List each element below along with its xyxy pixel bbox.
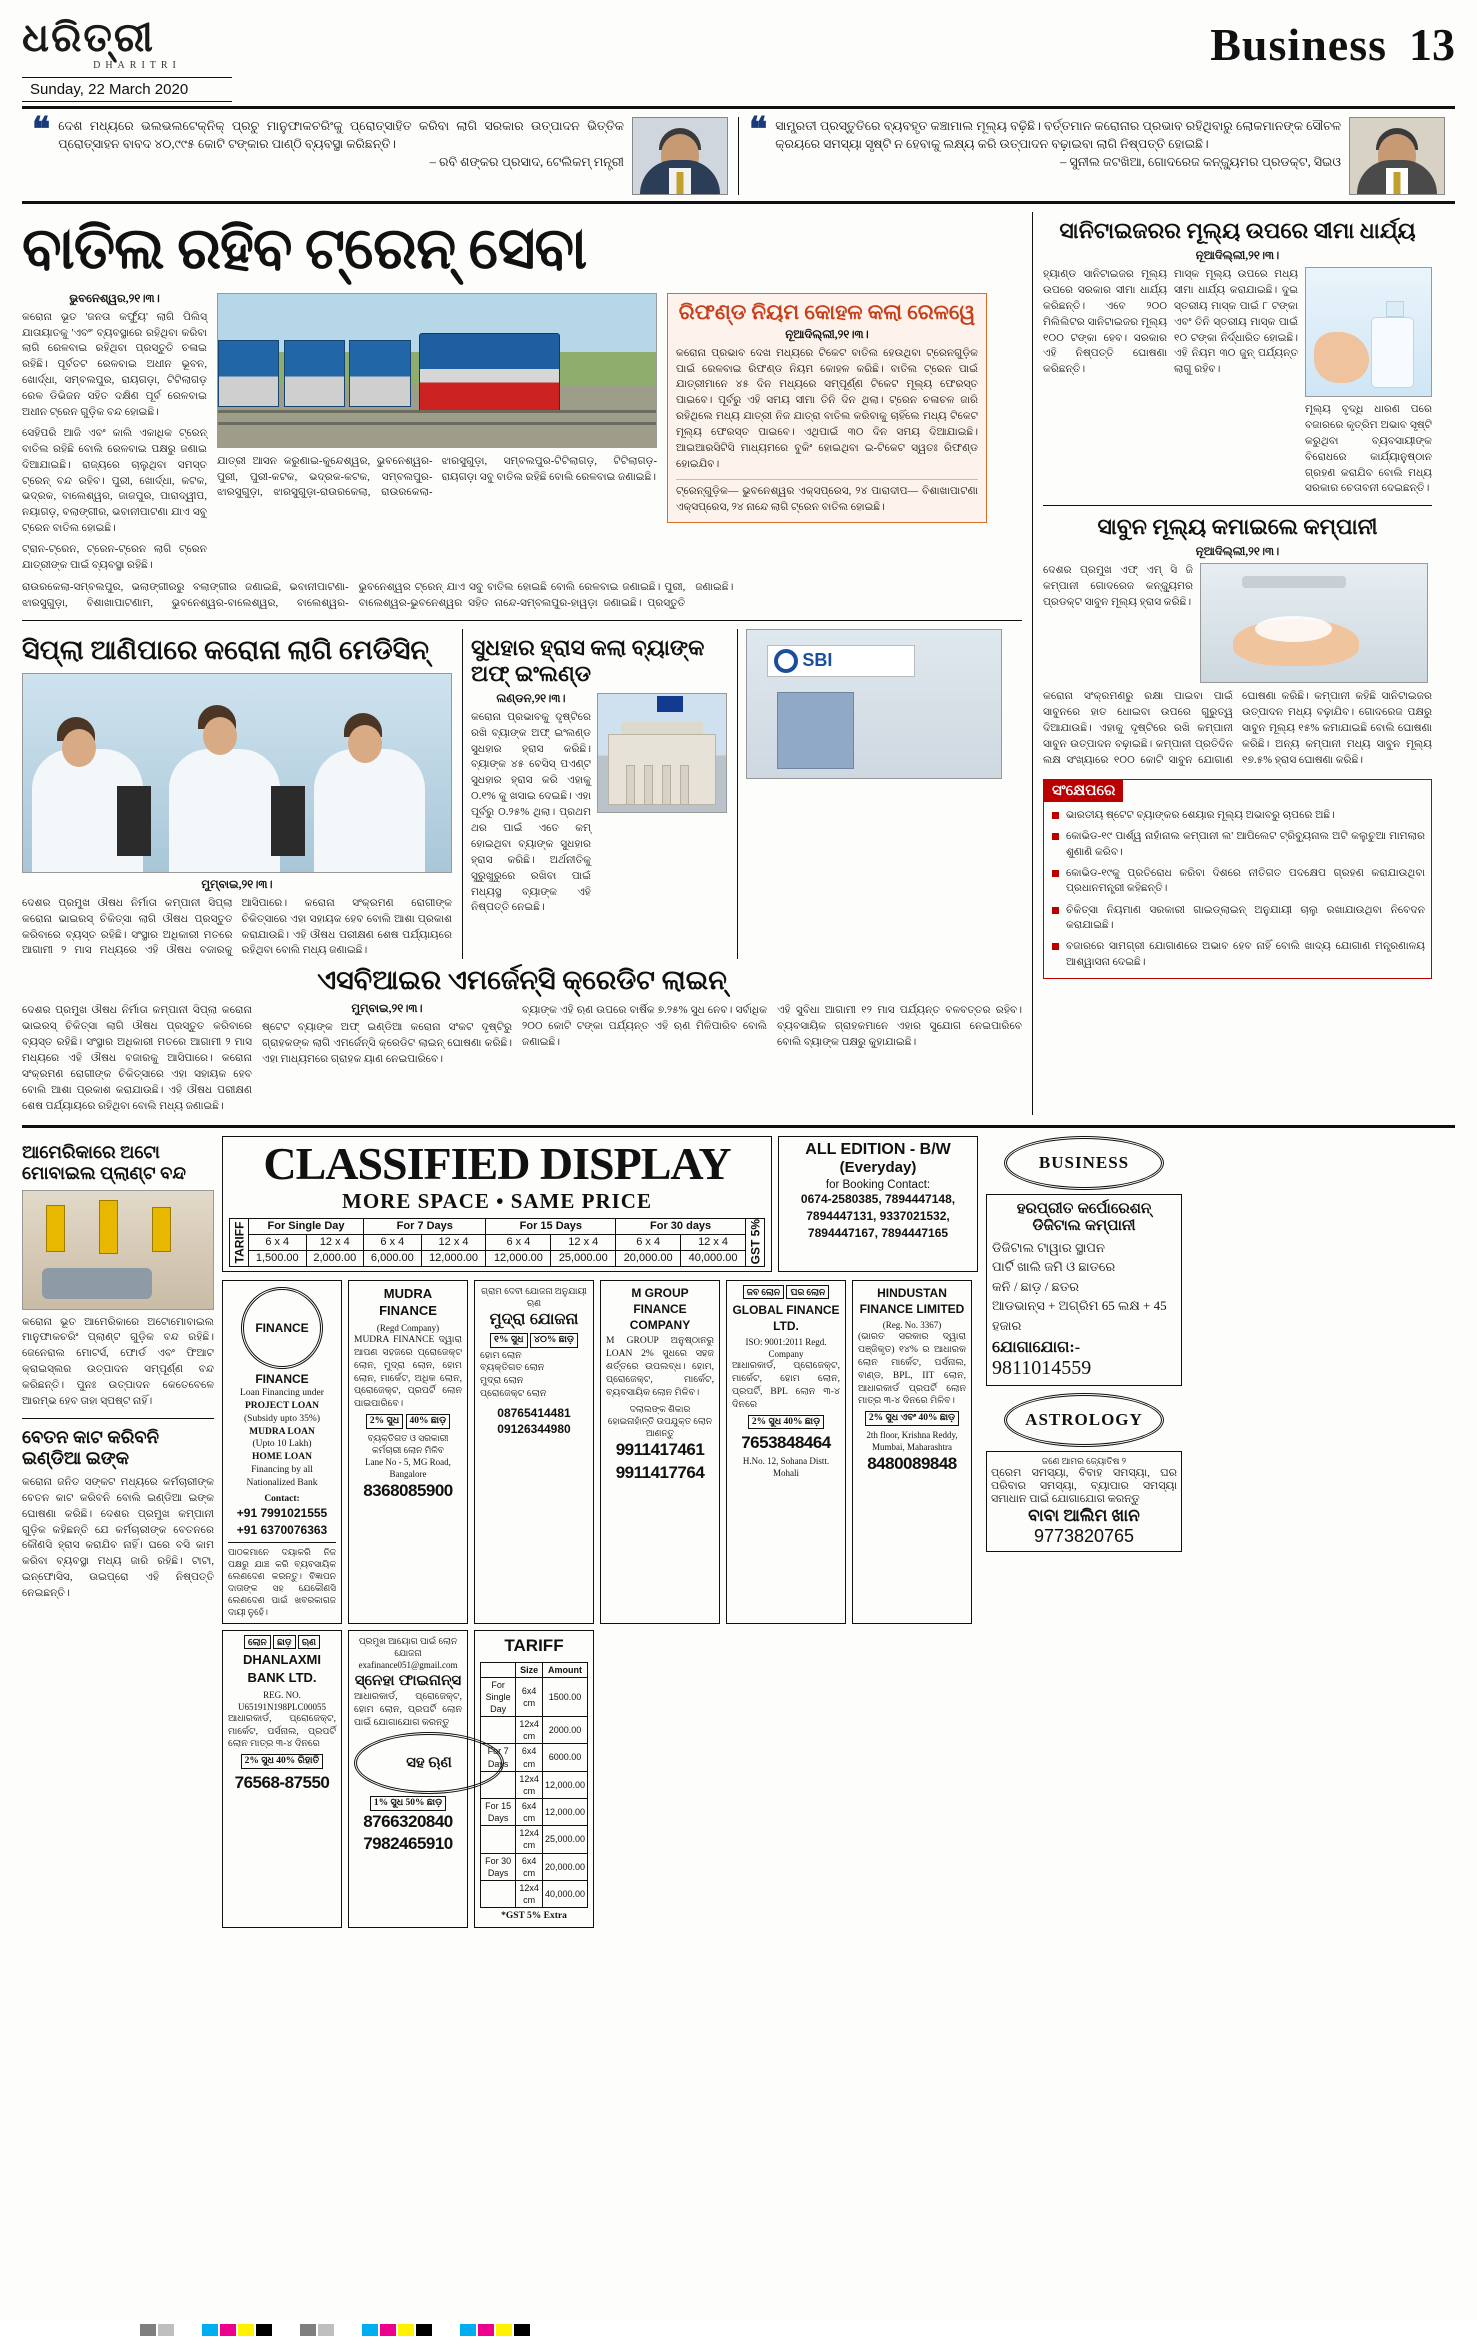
ad-title: TARIFF xyxy=(504,1635,564,1655)
cell: For 30 Days xyxy=(481,1853,516,1880)
tariff-rate: 25,000.00 xyxy=(551,1250,616,1266)
list-item: ଚିକିତ୍ସା ନିୟମାଣ ସରକାରୀ ଗାଇଡ୍ଲାଇନ୍ ଅନୁଯାୟୀ ଚାଲୁ ରଖାଯାଉଥିବା ନିବେଦନ କରାଯାଇଛି। xyxy=(1052,903,1425,934)
ad-badge: 2% ସୁଧ ଏବଂ 40% ଛାଡ଼ xyxy=(865,1411,959,1426)
phone-number[interactable]: 8368085900 xyxy=(363,1481,453,1501)
sanitizer-heading: ସାନିଟାଇଜରର ମୂଲ୍ୟ ଉପରେ ସୀମା ଧାର୍ଯ୍ୟ xyxy=(1059,218,1416,243)
tariff-size: 6 x 4 xyxy=(249,1234,307,1250)
avatar xyxy=(632,117,728,195)
cell: 40,000.00 xyxy=(542,1880,587,1907)
table-row xyxy=(481,1744,588,1771)
uk-flag-icon xyxy=(657,696,683,712)
tariff-col-header: For Single Day xyxy=(249,1218,364,1234)
auto-heading: ଆମେରିକାରେ ଅଟୋ ମୋବାଇଲ ପ୍ଲାଣ୍ଟ ବନ୍ଦ xyxy=(22,1141,186,1183)
cell: 2000.00 xyxy=(542,1717,587,1744)
ad-line: ଡିଜିଟାଲ ଟାୱାର ସ୍ଥାପନ xyxy=(992,1239,1105,1255)
summary-title: ସଂକ୍ଷେପରେ xyxy=(1044,780,1123,802)
ad-disclaimer: ପାଠକମାନେ ଦୟାକରି ନିଜ ପକ୍ଷରୁ ଯାଞ୍ଚ କରି ବ୍ୟବସାୟିକ ଲେଣଦେଣ କରନ୍ତୁ। ବିଜ୍ଞାପନ ଦାତାଙ୍କ ସହ ଯେକୌଣସି ଲେଣଦେଣ ପାଇଁ ଖବରକାଗଜ ଦାୟୀ ନୁହେଁ। xyxy=(228,1542,336,1619)
table-row xyxy=(481,1771,588,1798)
classified-title: CLASSIFIED DISPLAY xyxy=(263,1137,731,1189)
medicine-extra: ଦେଶର ପ୍ରମୁଖ ଔଷଧ ନିର୍ମାତା କମ୍ପାନୀ ସିପ୍ଲା କରୋନା ଭାଇରସ୍ ଚିକିତ୍ସା ଲାଗି ଔଷଧ ପ୍ରସ୍ତୁତ କରିବାରେ ବ୍ୟସ୍ତ ରହିଛି। ସଂସ୍ଥାର ଅଧିକାରୀ ମତରେ ଆଗାମୀ ୨ ମାସ ମଧ୍ୟରେ ଏହି ଔଷଧ ବଜାରକୁ ଆସିପାରେ। କରୋନା ସଂକ୍ରମଣ ରୋଗୀଙ୍କ ଚିକିତ୍ସାରେ ଏହା ସହାୟକ ହେବ ବୋଲି ଆଶା ପ୍ରକାଶ କରାଯାଉଛି। ଏହି ଔଷଧ ପରୀକ୍ଷଣ ଶେଷ ପର୍ଯ୍ୟାୟରେ ରହିଥିବା ବୋଲି ମଧ୍ୟ ଜଣାଇଛି। xyxy=(22,1005,252,1112)
tariff-table-ad xyxy=(474,1630,594,1928)
cell: For 15 Days xyxy=(481,1798,516,1825)
ad-title: DHANLAXMI BANK LTD. xyxy=(243,1652,321,1685)
medicine-heading: ସିପ୍ଲା ଆଣିପାରେ କରୋନା ଲାଗି ମେଡିସିନ୍ xyxy=(22,634,429,665)
logo-latin-text: DHARITRI xyxy=(93,60,181,71)
harpreet-corporation-ad[interactable] xyxy=(986,1194,1182,1387)
medicine-dateline: ମୁମ୍ବାଇ,୨୧।୩। xyxy=(201,878,273,891)
gst-label: GST 5% xyxy=(746,1218,765,1266)
lead-extra-column: ଯାତ୍ରୀ ଆସନ କରୁଣାଇ-କୁନ୍ଦେଶ୍ୱର, ଭୁବନେଶ୍ୱର-ପୁରୀ, ପୁରୀ-କଟକ, ଭଦ୍ରକ-କଟକ, ସମ୍ବଲପୁର-ଝାରସୁଗୁଡ଼ା, ଝାରସୁଗୁଡ଼ା-ରାଉରକେଲା, ରାଉରକେଲା-ଝାରସୁଗୁଡ଼ା, ସମ୍ବଲପୁର-ଟିଟିଲାଗଡ଼, ଟିଟିଲାଗଡ଼-ରାୟଗଡ଼ା ସବୁ ବାତିଲ ରହିଛି ବୋଲି ରେଳବାଇ ଜଣାଇଛି। xyxy=(217,455,657,499)
table-row xyxy=(481,1853,588,1880)
ad-note: ଦଲାଲଙ୍କ ଶିକାର ହୋଇନାହାଁନ୍ତି ଉପଯୁକ୍ତ ଲୋନ ଆଣନ୍ତୁ xyxy=(607,1403,713,1438)
table-row xyxy=(481,1677,588,1716)
lead-extra-column: ପୁରୀ, ବାଲେଶ୍ୱର-ଭୁବନେଶ୍ୱର ସହିତ ନାନ୍ଦେ-ସମ୍ବଲପୁର-ହାୱଡ଼ା ଜଣାଇଛି। ପ୍ରସ୍ତୁତି ଜଣାଇଛି। xyxy=(358,581,734,609)
mudra-yojana-ad[interactable] xyxy=(474,1280,594,1624)
ad-title: M GROUP FINANCE COMPANY xyxy=(629,1285,691,1333)
cell: 12x4 cm xyxy=(516,1771,543,1798)
refund-box-title: ରିଫଣ୍ଡ ନିୟମ କୋହଳ କଲା ରେଳୱେ xyxy=(678,299,976,324)
section-header xyxy=(1210,18,1455,71)
cell: 6x4 cm xyxy=(516,1853,543,1880)
global-finance-ad[interactable] xyxy=(726,1280,846,1624)
soap-dateline: ନୂଆଦିଲ୍ଲୀ,୨୧।୩। xyxy=(1195,546,1280,559)
ad-line: ପାର୍ଟି ଖାଲି ଜମି ଓ ଛାତରେ xyxy=(992,1259,1116,1275)
classified-subtitle: MORE SPACE • SAME PRICE xyxy=(342,1188,652,1213)
mudra-finance-ad[interactable] xyxy=(348,1280,468,1624)
hindustan-finance-ad[interactable] xyxy=(852,1280,972,1624)
list-item: ଭାରତୀୟ ଷ୍ଟେଟ ବ୍ୟାଙ୍କର ଶେୟାର ମୂଲ୍ୟ ଅଭାବରୁ ଚାପରେ ଅଛି। xyxy=(1052,808,1425,823)
salary-text: କରୋନା ଜନିତ ସଙ୍କଟ ମଧ୍ୟରେ କର୍ମଚାରୀଙ୍କ ବେତନ କାଟ କରିବନି ବୋଲି ଇଣ୍ଡିଆ ଇଙ୍କ ଘୋଷଣା କରିଛି। ଦେଶର ପ୍ରମୁଖ କମ୍ପାନୀ ଗୁଡ଼ିକ କହିଛନ୍ତି ଯେ କର୍ମଚାରୀଙ୍କ ବେତନରେ କୌଣସି ହ୍ରାସ କରାଯିବ ନାହିଁ। ଘରେ ବସି କାମ କରିବା ବ୍ୟବସ୍ଥା ମଧ୍ୟ ଜାରି ରହିଛି। ଟାଟା, ଇନ୍ଫୋସିସ, ଉଇପ୍ରୋ ଏହି ନିଷ୍ପତ୍ତି ନେଇଛନ୍ତି। xyxy=(22,1476,214,1600)
quote-text: ଦେଶ ମଧ୍ୟରେ ଭଲଭଲଟେକ୍ନିକ୍ ପ୍ରଚୁ ମାନୁଫାକଚରିଂକୁ ପ୍ରୋତ୍ସାହିତ କରିବା ଲାଗି ସରକାର ଉତ୍ପାଦନ ଭିତ୍ତିକ ପ୍ରୋତ୍ସାହନ ବାବଦ ୪୦,୯୯୫ କୋଟି ଟଙ୍କାର ପାଣ୍ଠି ବ୍ୟବସ୍ଥା କରିଛନ୍ତି। xyxy=(58,119,624,152)
ad-badge: 40% ଛାଡ଼ xyxy=(406,1414,451,1429)
ad-body: MUDRA FINANCE ଦ୍ୱାରା ଆପଣ ସହଜରେ ପ୍ରୋଜେକ୍ଟ ଲୋନ, ମୁଦ୍ରା ଲୋନ, ହୋମ ଲୋନ, ମାର୍କେଟ, ଅଧିକ ଲୋନ, ପ୍ରୋଜେକ୍ଟ, ପ୍ରପର୍ଟି ଲୋନ ପାଇପାରିବେ। xyxy=(354,1335,462,1410)
cell: 6x4 cm xyxy=(516,1798,543,1825)
astrologer-ad[interactable] xyxy=(986,1451,1182,1552)
sanitizer-paragraph: ହ୍ୟାଣ୍ଡ ସାନିଟାଇଜର ମୂଲ୍ୟ ଉପରେ ସରକାର ସୀମା ଧାର୍ଯ୍ୟ କରିଛନ୍ତି। ଏବେ ୨୦୦ ମିଲିଲିଟର ସାନିଟାଇଜର ମୂଲ୍ୟ ୧୦୦ ଟଙ୍କା ହେବ। ସରକାର ଏହି ନିଷ୍ପତ୍ତି ଘୋଷଣା କରିଛନ୍ତି। xyxy=(1043,269,1168,376)
ad-badge: ଜବ ଲୋନ xyxy=(743,1285,784,1299)
boe-heading: ସୁଧହାର ହ୍ରାସ କଲା ବ୍ୟାଙ୍କ ଅଫ୍ ଇଂଲଣ୍ଡ xyxy=(471,634,705,686)
ad-badge: ଲୋନ xyxy=(244,1635,271,1649)
sneha-finance-ad[interactable] xyxy=(348,1630,468,1928)
cell: 12,000.00 xyxy=(542,1798,587,1825)
ad-address: 2th floor, Krishna Reddy, Mumbai, Maharashtra xyxy=(866,1430,958,1453)
sbi-paragraph: ଏହି ସୁବିଧା ଆଗାମୀ ୧୨ ମାସ ପର୍ଯ୍ୟନ୍ତ ବଳବତ୍ତର ରହିବ। ବ୍ୟବସାୟିକ ଗ୍ରାହକମାନେ ଏହାର ସୁଯୋଗ ନେଇପାରିବେ ବୋଲି ବ୍ୟାଙ୍କ ପକ୍ଷରୁ କୁହାଯାଇଛି। xyxy=(777,1005,1022,1049)
cell: For Single Day xyxy=(481,1677,516,1716)
lead-headline: ବାତିଲ ରହିବ ଟ୍ରେନ୍ ସେବା xyxy=(22,216,587,281)
ad-body: ଆଧାରକାର୍ଡ, ପ୍ରୋଜେକ୍ଟ, ମାର୍କେଟ, ହୋମ ଲୋନ, ପ୍ରପର୍ଟି, BPL ଲୋନ ୩-୪ ଦିନରେ xyxy=(732,1361,840,1410)
business-badge-text: BUSINESS xyxy=(1038,1152,1130,1172)
ad-line: ଆଡଭାନ୍ସ + ଅଗ୍ରିମ 65 ଲକ୍ଷ + 45 ହଜାର xyxy=(992,1298,1167,1333)
all-edition-line1: ALL EDITION - B/W xyxy=(805,1140,951,1158)
cell xyxy=(481,1717,516,1744)
phone-number[interactable]: 7982465910 xyxy=(363,1834,453,1854)
ad-subtitle: (Reg. No. 3367) xyxy=(882,1320,942,1331)
refund-box xyxy=(667,293,987,523)
ad-line: Nationalized Bank xyxy=(246,1477,318,1488)
cell: For 7 Days xyxy=(481,1744,516,1771)
quote-strip xyxy=(22,109,1455,204)
m-group-finance-ad[interactable] xyxy=(600,1280,720,1624)
boe-text: କରୋନା ପ୍ରଭାବକୁ ଦୃଷ୍ଟିରେ ରଖି ବ୍ୟାଙ୍କ ଅଫ୍ ଇଂଲଣ୍ଡ ସୁଧହାର ହ୍ରାସ କରିଛି। ବ୍ୟାଙ୍କ ୪୫ ବେସିସ୍ ପଏଣ୍ଟ ସୁଧହାର ହ୍ରାସ କରି ଏହାକୁ ୦.୧% କୁ ଖସାଇ ଦେଇଛି। ଏହା ପୂର୍ବରୁ ୦.୨୫% ଥିଲା। ପ୍ରଥମ ଥର ପାଇଁ ଏତେ କମ୍ ହୋଇଥିବା ବ୍ୟାଙ୍କ ସୁଧହାର ହ୍ରାସ କରିଛି। ଅର୍ଥନୀତିକୁ ସୁରୁଖୁରୁରେ ରଖିବା ପାଇଁ ମଧ୍ୟସ୍ଥ ବ୍ୟାଙ୍କ ଏହି ନିଷ୍ପତ୍ତି ନେଇଛି। xyxy=(471,711,591,914)
tariff-col-header: For 30 days xyxy=(616,1218,746,1234)
finance-seal-icon xyxy=(241,1287,323,1369)
cell: 12x4 cm xyxy=(516,1826,543,1853)
ad-subtitle: REG. NO. U65191N198PLC00055 xyxy=(237,1689,326,1712)
quote-block xyxy=(739,112,1455,195)
refund-box-text: କରୋନା ପ୍ରଭାବ ଦେଖ ମଧ୍ୟରେ ଟିକେଟ ବାତିଲ ହେଉଥିବା ଟ୍ରେନଗୁଡ଼ିକ ପାଇଁ ରେଳବାଇ ରିଫଣ୍ଡ ନିୟମ କୋହଳ କରିଛି। ବାତିଲ ଟ୍ରେନ ପାଇଁ ଯାତ୍ରୀମାନେ ୪୫ ଦିନ ମଧ୍ୟରେ ସମ୍ପୂର୍ଣ୍ଣ ଟିକେଟ ମୂଲ୍ୟ ଫେରସ୍ତ ପାଇବେ। ପୂର୍ବରୁ ଏହି ସମୟ ସୀମା ତିନି ଦିନ ଥିଲା। ଟ୍ରେନ ଚଳାଚଳ ଜାରି ରହିଥିଲେ ମଧ୍ୟ ଯାତ୍ରୀ ନିଜ ଯାତ୍ରା ବାତିଲ କରିବାକୁ ଚାହିଁଲେ ମଧ୍ୟ ଟିକେଟ ମୂଲ୍ୟ ଫେରସ୍ତ ପାଇବେ। ଏଥିପାଇଁ ୩୦ ଦିନ ସମୟ ଦିଆଯାଇଛି। ଆଇଆରସିଟିସି ମାଧ୍ୟମରେ ବୁକିଂ ହୋଇଥିବା ଇ-ଟିକେଟ ସ୍ୱତଃ ରିଫଣ୍ଡ ହୋଇଯିବ। xyxy=(676,347,978,470)
ad-badge: ଋଣ xyxy=(298,1635,320,1649)
tariff-rate: 2,000.00 xyxy=(306,1250,364,1266)
ad-badge: ୧% ସୁଧ xyxy=(490,1333,527,1348)
contact-label: ଯୋଗାଯୋଗ:- xyxy=(992,1339,1081,1357)
cell xyxy=(481,1771,516,1798)
astrology-badge-text: ASTROLOGY xyxy=(1025,1410,1143,1430)
ad-logo-text: ସହ ଋଣ xyxy=(406,1754,452,1771)
ad-address: H.No. 12, Sohana Distt. Mohali xyxy=(742,1456,830,1479)
tariff-col-header: For 15 Days xyxy=(486,1218,616,1234)
bank-of-england-photo xyxy=(597,693,727,813)
ad-title: MUDRA FINANCE xyxy=(379,1285,437,1319)
quote-text: ସାମ୍ପ୍ରତୀ ପ୍ରସ୍ତୁତିରେ ବ୍ୟବହୃତ କଞ୍ଚାମାଲ ମୂଲ୍ୟ ବଢ଼ିଛି। ବର୍ତ୍ତମାନ କରୋନାର ପ୍ରଭାବ ରହିଥିବାରୁ ଲୋକମାନଙ୍କ ସୌଚଳ କ୍ରୟରେ ସମସ୍ୟା ସୃଷ୍ଟି ନ ହେବାକୁ ଲକ୍ଷ୍ୟ କରି ଉତ୍ପାଦନ ବଢ଼ାଇବା ଲାଗି ନିଷ୍ପତ୍ତି ହୋଇଛି। xyxy=(775,119,1341,152)
col-header: Size xyxy=(516,1662,543,1677)
refund-box-footer: ଟ୍ରେନ୍ଗୁଡ଼ିକ— ଭୁବନେଶ୍ୱର ଏକ୍ସପ୍ରେସ, ୨୪ ପାରାଦୀପ— ବିଶାଖାପାଟଣା ଏକ୍ସପ୍ରେସ, ୨୪ ନାନ୍ଦେ ଲାଗି ଟ୍ରେନ ବାତିଲ ହୋଇଛି। xyxy=(676,479,978,516)
phone-number[interactable]: 9911417461 xyxy=(615,1439,705,1459)
list-item: ବଜାରରେ ସାମଗ୍ରୀ ଯୋଗାଣରେ ଅଭାବ ହେବ ନାହିଁ ବୋଲି ଖାଦ୍ୟ ଯୋଗାଣ ମନ୍ତ୍ରଣାଳୟ ଆଶ୍ୱାସନା ଦେଇଛି। xyxy=(1052,939,1425,970)
main-content xyxy=(22,212,1455,1115)
lead-dateline: ଭୁବନେଶ୍ୱର,୨୧।୩। xyxy=(69,292,160,305)
table-row xyxy=(481,1826,588,1853)
ad-body: (ଭାରତ ସରକାର ଦ୍ୱାରା ପଞ୍ଜିକୃତ) ୧୪% ର ଆଧାରକ ଲୋନ ମାର୍କେଟ, ପର୍ସନାଲ, ବାଣ୍ଡ, BPL, IIT ଲୋନ, ଆଧାରକାର୍ଡ ପ୍ରପର୍ଟି ଲୋନ ମାତ୍ର ୩-୪ ଦିନରେ ମିଳିବ। xyxy=(858,1332,966,1407)
ad-line: MUDRA LOAN xyxy=(249,1426,315,1437)
all-edition-line2: (Everyday) xyxy=(839,1158,917,1176)
quote-block xyxy=(22,112,739,195)
tariff-col-header: For 7 Days xyxy=(364,1218,486,1234)
ad-line: Loan Financing under xyxy=(240,1388,324,1399)
handwash-photo xyxy=(1200,563,1428,683)
auto-plant-photo xyxy=(22,1190,214,1310)
tariff-size: 6 x 4 xyxy=(364,1234,422,1250)
soap-text: କରୋନା ସଂକ୍ରମଣରୁ ରକ୍ଷା ପାଇବା ପାଇଁ ସାବୁନରେ ହାତ ଧୋଇବା ଉପରେ ଗୁରୁତ୍ୱ ଦିଆଯାଉଛି। ଏହାକୁ ଦୃଷ୍ଟିରେ ରଖି କମ୍ପାନୀ ସାବୁନ ଉତ୍ପାଦନ ବଢ଼ାଇଛି। କମ୍ପାନୀ ପ୍ରତିଦିନ ଲକ୍ଷ ସଂଖ୍ୟାରେ ୧୦୦ କୋଟି ସାବୁନ ଯୋଗାଣ ଘୋଷଣା କରିଛି। କମ୍ପାନୀ କହିଛି ସାନିଟାଇଜର ଉତ୍ପାଦନ ମଧ୍ୟ ବଢ଼ାଯିବ। ଗୋଦରେଜ ପକ୍ଷରୁ ସାବୁନ ମୂଲ୍ୟ ୧୫% କମାଯାଇଛି ବୋଲି ଘୋଷଣା କରିଛି। ଅନ୍ୟ କମ୍ପାନୀ ମଧ୍ୟ ସାବୁନ ମୂଲ୍ୟ ୧୭.୫% ହ୍ରାସ ଘୋଷଣା କରିଛି। xyxy=(1043,691,1432,766)
table-row xyxy=(481,1880,588,1907)
ad-badge: 1% ସୁଧ 50% ଛାଡ଼ xyxy=(370,1796,446,1811)
finance-seal-text: FINANCE xyxy=(255,1320,309,1335)
phone-number[interactable]: 8480089848 xyxy=(867,1454,957,1474)
col-header: Amount xyxy=(542,1662,587,1677)
sanitizer-paragraph: ମୂଲ୍ୟ ବୃଦ୍ଧି ଧାରଣ ପରେ ବଜାରରେ କୃତ୍ରିମ ଅଭାବ ସୃଷ୍ଟି କରୁଥିବା ବ୍ୟବସାୟୀଙ୍କ ବିରୋଧରେ କାର୍ଯ୍ୟାନୁଷ୍ଠାନ ଗ୍ରହଣ କରାଯିବ ବୋଲି ମଧ୍ୟ ସରକାର ଚେତାବନୀ ଦେଇଛନ୍ତି। xyxy=(1305,404,1433,495)
ad-title: ସ୍ନେହା ଫାଇନାନ୍ସ xyxy=(354,1672,462,1690)
cell: 12x4 cm xyxy=(516,1717,543,1744)
ad-line: ମୁଦ୍ରା ଲୋନ xyxy=(480,1376,524,1387)
cell: 25,000.00 xyxy=(542,1826,587,1853)
issue-date: Sunday, 22 March 2020 xyxy=(22,77,232,102)
ad-email[interactable]: exafinance051@gmail.com xyxy=(358,1659,458,1670)
astrology-badge-icon xyxy=(1004,1393,1164,1447)
ad-top-note: ଗ୍ରାମ ଦେବୀ ଯୋଜନା ଅନୁଯାୟୀ ଋଣ xyxy=(481,1285,587,1309)
tariff-footnote: *GST 5% Extra xyxy=(501,1911,567,1922)
sbi-paragraph: ବ୍ୟାଙ୍କ ଏହି ଋଣ ଉପରେ ବାର୍ଷିକ ୭.୨୫% ସୁଧ ନେବ। ସର୍ବାଧିକ ୨୦୦ କୋଟି ଟଙ୍କା ପର୍ଯ୍ୟନ୍ତ ଏହି ଋଣ ମିଳିପାରିବ ବୋଲି ଜଣାଇଛି। xyxy=(522,1005,767,1049)
ad-title: ମୁଦ୍ରା ଯୋଜନା xyxy=(489,1311,579,1329)
ad-address: Lane No - 5, MG Road, Bangalore xyxy=(365,1457,451,1480)
all-edition-box xyxy=(778,1136,978,1272)
cell: 12x4 cm xyxy=(516,1880,543,1907)
lead-paragraph: ସେହିପରି ଆଜି ଏବଂ କାଲି ଏକାଧିକ ଟ୍ରେନ୍ ବାତିଲ ରହିଛି ବୋଲି ରେଳବାଇ ପକ୍ଷରୁ ଜଣାଇ ଦିଆଯାଇଛି। ରାଜ୍ୟରେ ଚାଲୁଥିବା ସମସ୍ତ ଟ୍ରେନ୍ ବନ୍ଦ ରହିବ। ପୁରୀ, ଖୋର୍ଦ୍ଧା, କଟକ, ଭଦ୍ରକ, ବାଲେଶ୍ୱର, ଜାଜପୁର, ପାରାଦ୍ୱୀପ, ନୟାଗଡ଼, ବଲାଙ୍ଗୀର, ଭବାନୀପାଟଣା ଯାଏ ସବୁ ଟ୍ରେନ ବାତିଲ ହୋଇଛି। xyxy=(22,427,207,535)
contact-label: Contact: xyxy=(264,1493,300,1504)
cell: 6x4 cm xyxy=(516,1677,543,1716)
tariff-rate: 20,000.00 xyxy=(616,1250,681,1266)
tariff-rate: 12,000.00 xyxy=(421,1250,486,1266)
table-row xyxy=(481,1717,588,1744)
boe-dateline: ଲଣ୍ଡନ,୨୧।୩। xyxy=(496,692,566,705)
quote-mark-icon: ❝ xyxy=(32,112,51,149)
ad-body: ପ୍ରେମ ସମସ୍ୟା, ବିବାହ ସମସ୍ୟା, ଘର ପରିବାର ସମସ୍ୟା, ବ୍ୟାପାର ସମସ୍ୟା ସମାଧାନ ପାଇଁ ଯୋଗାଯୋଗ କରନ୍ତୁ xyxy=(991,1467,1177,1506)
tariff-size: 12 x 4 xyxy=(306,1234,364,1250)
ad-line: ହୋମ ଲୋନ xyxy=(480,1350,522,1361)
classified-section xyxy=(22,1125,1455,1928)
page-number: 13 xyxy=(1409,19,1455,70)
ad-line: HOME LOAN xyxy=(252,1452,312,1463)
phone-number[interactable]: 76568-87550 xyxy=(234,1773,330,1793)
phone-number[interactable]: +91 6370076363 xyxy=(236,1522,328,1537)
lab-photo xyxy=(22,673,452,873)
tariff-rate: 12,000.00 xyxy=(486,1250,551,1266)
cell: 20,000.00 xyxy=(542,1853,587,1880)
ad-line: Financing by all xyxy=(251,1464,313,1475)
sbi-logo-text: SBI xyxy=(802,650,833,671)
cell xyxy=(481,1826,516,1853)
masthead-logo xyxy=(22,15,252,102)
ad-line: (Subsidy upto 35%) xyxy=(244,1413,320,1424)
phone-number[interactable]: 8766320840 xyxy=(363,1811,453,1831)
classified-left-column xyxy=(22,1136,214,1928)
dhanlaxmi-bank-ad[interactable] xyxy=(222,1630,342,1928)
business-badge-icon xyxy=(1004,1136,1164,1190)
medicine-text: ଦେଶର ପ୍ରମୁଖ ଔଷଧ ନିର୍ମାତା କମ୍ପାନୀ ସିପ୍ଲା କରୋନା ଭାଇରସ୍ ଚିକିତ୍ସା ଲାଗି ଔଷଧ ପ୍ରସ୍ତୁତ କରିବାରେ ବ୍ୟସ୍ତ ରହିଛି। ସଂସ୍ଥାର ଅଧିକାରୀ ମତରେ ଆଗାମୀ ୨ ମାସ ମଧ୍ୟରେ ଏହି ଔଷଧ ବଜାରକୁ ଆସିପାରେ। କରୋନା ସଂକ୍ରମଣ ରୋଗୀଙ୍କ ଚିକିତ୍ସାରେ ଏହା ସହାୟକ ହେବ ବୋଲି ଆଶା ପ୍ରକାଶ କରାଯାଉଛି। ଏହି ଔଷଧ ପରୀକ୍ଷଣ ଶେଷ ପର୍ଯ୍ୟାୟରେ ରହିଥିବା ବୋଲି ମଧ୍ୟ ଜଣାଇଛି। xyxy=(22,897,452,957)
logo-odia-text: ଧରିତ୍ରୀ xyxy=(22,15,155,60)
ad-badge: 2% ସୁଧ xyxy=(366,1414,403,1429)
ad-title: HINDUSTAN FINANCE LIMITED xyxy=(859,1285,965,1317)
booking-contact-numbers: 0674-2580385, 7894447148, 7894447131, 9337021532, 7894447167, 7894447165 xyxy=(800,1191,956,1241)
tariff-size: 12 x 4 xyxy=(421,1234,486,1250)
ad-badge: ଘର ଲୋନ xyxy=(786,1285,829,1299)
salary-heading: ବେତନ କାଟ କରିବନି ଇଣ୍ଡିଆ ଇଙ୍କ xyxy=(22,1426,160,1468)
cell xyxy=(481,1880,516,1907)
cell: 1500.00 xyxy=(542,1677,587,1716)
avatar xyxy=(1349,117,1445,195)
sanitizer-paragraph: ମାସ୍କ ମୂଲ୍ୟ ଉପରେ ମଧ୍ୟ ସୀମା ଧାର୍ଯ୍ୟ କରାଯାଇଛି। ଦୁଇ ସ୍ତରୀୟ ମାସ୍କ ପାଇଁ ୮ ଟଙ୍କା ଏବଂ ତିନି ସ୍ତରୀୟ ମାସ୍କ ପାଇଁ ୧୦ ଟଙ୍କା ନିର୍ଦ୍ଧାରିତ ହୋଇଛି। ଏହି ନିୟମ ୩୦ ଜୁନ୍ ପର୍ଯ୍ୟନ୍ତ ଲାଗୁ ରହିବ। xyxy=(1174,269,1299,376)
phone-number[interactable]: 9811014559 xyxy=(992,1357,1092,1380)
quote-mark-icon: ❝ xyxy=(749,112,768,149)
ad-title: GLOBAL FINANCE LTD. xyxy=(732,1302,840,1333)
tariff-rate: 40,000.00 xyxy=(681,1250,746,1266)
classified-right-column xyxy=(986,1136,1182,1928)
booking-contact-label: for Booking Contact: xyxy=(825,1178,931,1191)
tariff-rate: 6,000.00 xyxy=(364,1250,422,1266)
tariff-size: 6 x 4 xyxy=(486,1234,551,1250)
ad-badge: ୪୦% ଛାଡ଼ xyxy=(530,1333,578,1348)
tariff-size: 6 x 4 xyxy=(616,1234,681,1250)
section-name: Business xyxy=(1210,19,1387,70)
print-registration-colorbar xyxy=(0,2321,1477,2339)
finance-circle-ad[interactable] xyxy=(222,1280,342,1624)
tariff-rate: 1,500.00 xyxy=(249,1250,307,1266)
col-header xyxy=(481,1662,516,1677)
ad-title: ହରପ୍ରୀତ କର୍ପୋରେଶନ୍ ଡିଜିଟାଲ କମ୍ପାନୀ xyxy=(1016,1199,1152,1234)
sbi-dateline: ମୁମ୍ବାଇ,୨୧।୩। xyxy=(351,1003,423,1016)
summary-box xyxy=(1043,779,1432,979)
ad-body: M GROUP ଅନୁଷ୍ଠାନରୁ LOAN 2% ସୁଧରେ ସହଜ ଶର୍ତ୍ତରେ ଉପଲବ୍ଧ। ହୋମ, ପ୍ରୋଜେକ୍ଟ, ମାର୍କେଟ, ବ୍ୟବସାୟିକ ଲୋନ ମିଳିବ। xyxy=(606,1336,714,1398)
sbi-photo xyxy=(746,629,1002,779)
ad-body: ଆଧାରକାର୍ଡ, ପ୍ରୋଜେକ୍ଟ, ହୋମ ଲୋନ, ପ୍ରପର୍ଟି ଲୋନ ପାଇଁ ଯୋଗାଯୋଗ କରନ୍ତୁ xyxy=(354,1692,462,1728)
left-column xyxy=(22,212,1022,1115)
cell: 6000.00 xyxy=(542,1744,587,1771)
soap-heading: ସାବୁନ ମୂଲ୍ୟ କମାଇଲେ କମ୍ପାନୀ xyxy=(1097,514,1378,540)
ad-subtitle: ISO: 9001:2011 Regd. Company xyxy=(745,1337,827,1360)
ad-top-note: ପ୍ରମୁଖ ଆୟୋଗ ପାଇଁ ଲୋନ ଯୋଜନା xyxy=(358,1635,458,1658)
ad-title: ବାବା ଆଲିମ ଖାନ xyxy=(1028,1506,1140,1526)
ad-line: PROJECT LOAN xyxy=(245,1400,319,1411)
table-row xyxy=(481,1798,588,1825)
ad-line: ବ୍ୟକ୍ତିଗତ ଲୋନ xyxy=(480,1363,545,1374)
ad-badge: ଛାଡ଼ xyxy=(273,1635,295,1649)
tariff-side-label: TARIFF xyxy=(230,1218,249,1266)
list-item: କୋଭିଡ-୧୯ ପାର୍ଶ୍ୱ ନାହାଁନାଲ କମ୍ପାନୀ ଲ' ଆପିଲେଟ ଟ୍ରିବ୍ୟୁନାଲ ଅଟି କଲୁଚୁଆ ମାମଲାର ଶୁଣାଣି କରିବ। xyxy=(1052,829,1425,860)
refund-box-dateline: ନୂଆଦିଲ୍ଲୀ,୨୧।୩। xyxy=(785,328,869,341)
phone-number[interactable]: 08765414481 xyxy=(497,1405,571,1420)
lead-extra-column: ରାଉରକେଲା-ସମ୍ବଲପୁର, ଭଲାଙ୍ଗୀରରୁ ବଲାଙ୍ଗୀର ଜଣାଇଛି, ଭବାନୀପାଟଣା-ଝାରସୁଗୁଡ଼ା, ବିଶାଖାପାଟଣାମ, ଭୁବନେଶ୍ୱର-ବାଲେଶ୍ୱର, ବାଲେଶ୍ୱର-ଭୁବନେଶ୍ୱର ଟ୍ରେନ୍ ଯାଏ ସବୁ ବାତିଲ ହୋଇଛି ବୋଲି ରେଳବାଇ ଜଣାଇଛି। xyxy=(22,581,661,609)
ad-badge: 2% ସୁଧ 40% ରିହାତି xyxy=(241,1754,324,1769)
phone-number[interactable]: 09126344980 xyxy=(497,1422,571,1436)
ad-note: ବ୍ୟକ୍ତିଗତ ଓ ସରକାରୀ କର୍ମଚାରୀ ଲୋନ ମିଳିବ xyxy=(367,1432,449,1455)
quote-attribution: – ସୁନୀଲ ଜଟଖିଆ, ଗୋଦରେଜ କନ୍ଜ୍ୟୁମର ପ୍ରଡକ୍ଟ, ସିଇଓ xyxy=(1060,155,1341,170)
ad-title: FINANCE xyxy=(255,1371,309,1386)
phone-number[interactable]: +91 7991021555 xyxy=(236,1506,328,1521)
ad-badge: 2% ସୁଧ 40% ଛାଡ଼ xyxy=(748,1415,824,1430)
ad-body: ଆଧାରକାର୍ଡ, ପ୍ରୋଜେକ୍ଟ, ମାର୍କେଟ, ପର୍ସନାଲ, ପ୍ରପର୍ଟି ଲୋନ ମାତ୍ର ୩-୪ ଦିନରେ xyxy=(228,1713,336,1750)
right-column xyxy=(1032,212,1432,1115)
sanitizer-dateline: ନୂଆଦିଲ୍ଲୀ,୨୧।୩। xyxy=(1195,250,1280,262)
phone-number[interactable]: 9773820765 xyxy=(1033,1526,1135,1547)
train-photo xyxy=(217,293,657,448)
ad-line: କନି / ଛାଡ଼ / ଛତର xyxy=(992,1278,1079,1294)
phone-number[interactable]: 7653848464 xyxy=(741,1433,831,1453)
sbi-logo-icon xyxy=(774,649,798,673)
cell: 6x4 cm xyxy=(516,1744,543,1771)
ad-subtitle: (Regd Company) xyxy=(376,1322,440,1333)
sbi-paragraph: ଷ୍ଟେଟ ବ୍ୟାଙ୍କ ଅଫ୍ ଇଣ୍ଡିଆ କରୋନା ସଂକଟ ଦୃଷ୍ଟିରୁ ଗ୍ରାହକଙ୍କ ଲାଗି ଏମର୍ଜେନ୍ସି କ୍ରେଡିଟ ଲାଇନ୍ ଘୋଷଣା କରିଛି। ଏହା ମାଧ୍ୟମରେ ଗ୍ରାହକ ୟାଣ ନେଇପାରିବେ। xyxy=(262,1022,512,1066)
sbi-heading: ଏସବିଆଇର ଏମର୍ଜେନ୍ସି କ୍ରେଡିଟ ଲାଇନ୍ xyxy=(317,965,727,996)
classified-middle-column xyxy=(222,1136,978,1928)
sanitizer-photo xyxy=(1305,267,1432,397)
cell: 12,000.00 xyxy=(542,1771,587,1798)
masthead xyxy=(22,15,1455,109)
quote-attribution: – ରବି ଶଙ୍କର ପ୍ରସାଦ, ଟେଲିକମ୍ ମନ୍ତ୍ରୀ xyxy=(429,155,624,170)
ad-top-note: ଜଣେ ଆମର ଜ୍ୟୋତିଷ ୨ xyxy=(1041,1456,1127,1467)
classified-tariff-table xyxy=(229,1218,765,1267)
tariff-size: 12 x 4 xyxy=(681,1234,746,1250)
list-item: କୋଭିଡ-୧୯କୁ ପ୍ରତିରୋଧ କରିବା ଦିଶରେ ନୀତିଗତ ପଦକ୍ଷେପ ଗ୍ରହଣ କରାଯାଉଥିବା ପ୍ରଧାନମନ୍ତ୍ରୀ କହିଛନ୍ତି। xyxy=(1052,866,1425,897)
lead-paragraph: କରୋନା ଭୂତ 'ଜନତା କର୍ଫ୍ୟୁ' ଲାଗି ପିଲିସ୍ ଯାତାୟାତକୁ 'ଏବଂ' ବ୍ୟବସ୍ଥାରେ ରହିଥିବା କରିବା ଲାଗି ରେଳବାଇ ରହିଥିବା ପ୍ରସ୍ତୁତି ଚଳାଇ ରହିଛି। ପୂର୍ବତଟ ରେଳବାଇ ଅଧୀନ ଭୂବନ, ଖୋର୍ଦ୍ଧା, ସମ୍ବଲପୁର, ରାୟଗଡ଼ା, ଟିଟିଲାଗଡ଼ ରେଳ ଡିଭିଜନ ସହିତ ଦକ୍ଷିଣ ପୂର୍ବ ରେଳବାଇ ଅଧୀନ ଟ୍ରେନ ଗୁଡ଼ିକ ବନ୍ଦ ହୋଇଛି। xyxy=(22,311,207,419)
ad-line: (Upto 10 Lakh) xyxy=(252,1439,312,1450)
phone-number[interactable]: 9911417764 xyxy=(615,1462,705,1482)
ad-line: ପ୍ରୋଜେକ୍ଟ ଲୋନ xyxy=(480,1389,547,1399)
tariff-size: 12 x 4 xyxy=(551,1234,616,1250)
auto-text: କରୋନା ଭୂତ ଆମେରିକାରେ ଅଟୋମୋବାଇଲ ମାନୁଫାକଚରିଂ ପ୍ଲାଣ୍ଟ ଗୁଡ଼ିକ ବନ୍ଦ ରହିଛି। ଜେନେରାଲ ମୋଟର୍ସ, ଫୋର୍ଡ ଏବଂ ଫିଆଟ କ୍ରାଇସ୍ଲର ଉତ୍ପାଦନ ସମ୍ପୂର୍ଣ୍ଣ ବନ୍ଦ କରିଛନ୍ତି। ପୁନଃ ଉତ୍ପାଦନ କେତେବେଳେ ଆରମ୍ଭ ହେବ ତାହା ସ୍ପଷ୍ଟ ନାହିଁ। xyxy=(22,1316,214,1407)
soap-intro: ଦେଶର ପ୍ରମୁଖ ଏଫ୍ ଏମ୍ ସି ଜି କମ୍ପାନୀ ଗୋଦରେଜ କନ୍ଜ୍ୟୁମର ପ୍ରଡକ୍ଟ ସାବୁନ ମୂଲ୍ୟ ହ୍ରାସ କରିଛି। xyxy=(1043,565,1193,609)
lead-paragraph: ଟ୍ରାନ-ଟ୍ରେନ, ଟ୍ରେନ-ଟ୍ରେନ ଲାଗି ଟ୍ରେନ ଯାତ୍ରୀଙ୍କ ପାଇଁ ବ୍ୟବସ୍ଥା ରହିଛି। xyxy=(22,544,207,572)
